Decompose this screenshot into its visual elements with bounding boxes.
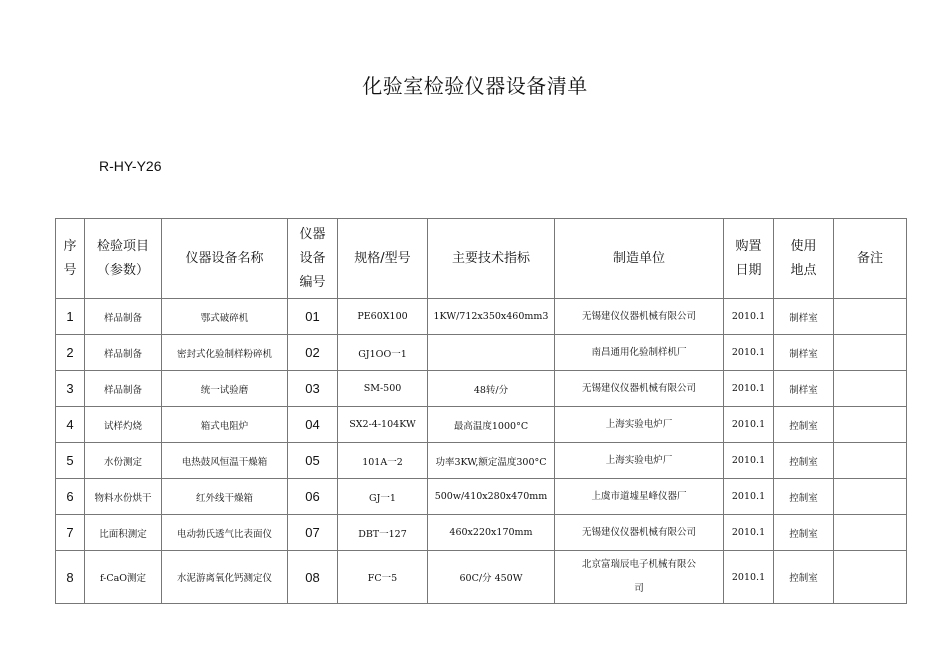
cell-code: 01 — [288, 299, 338, 335]
cell-name: 密封式化验制样粉碎机 — [162, 335, 288, 371]
cell-code: 07 — [288, 515, 338, 551]
cell-seq: 3 — [56, 371, 85, 407]
header-place: 使用 地点 — [774, 219, 834, 299]
cell-maker: 无锡建仪仪器机械有限公司 — [555, 515, 724, 551]
table-row — [56, 335, 907, 371]
cell-date: 2010.1 — [724, 407, 774, 443]
table-row — [56, 407, 907, 443]
cell-name: 红外线干燥箱 — [162, 479, 288, 515]
table-row — [56, 443, 907, 479]
cell-maker: 无锡建仪仪器机械有限公司 — [555, 371, 724, 407]
cell-seq: 2 — [56, 335, 85, 371]
cell-place: 控制室 — [774, 443, 834, 479]
cell-item: 水份测定 — [85, 443, 162, 479]
cell-spec: PE60X100 — [338, 299, 428, 335]
cell-place: 控制室 — [774, 407, 834, 443]
table-row — [56, 299, 907, 335]
cell-code: 05 — [288, 443, 338, 479]
cell-remark — [834, 479, 907, 515]
cell-item: 样品制备 — [85, 371, 162, 407]
cell-spec: GJ1OO一1 — [338, 335, 428, 371]
cell-remark — [834, 407, 907, 443]
cell-date: 2010.1 — [724, 443, 774, 479]
cell-place: 控制室 — [774, 551, 834, 604]
cell-name: 水泥游离氧化钙测定仪 — [162, 551, 288, 604]
header-item: 检验项目 （参数） — [85, 219, 162, 299]
document-number: R-HY-Y26 — [99, 158, 162, 174]
cell-maker: 南昌通用化验制样机厂 — [555, 335, 724, 371]
cell-place: 制样室 — [774, 299, 834, 335]
cell-name: 电动勃氏透气比表面仪 — [162, 515, 288, 551]
cell-code: 06 — [288, 479, 338, 515]
cell-seq: 7 — [56, 515, 85, 551]
cell-spec: 101A一2 — [338, 443, 428, 479]
cell-spec: GJ一1 — [338, 479, 428, 515]
cell-tech: 500w/410x280x470mm — [428, 479, 555, 515]
table-row — [56, 551, 907, 604]
header-maker: 制造单位 — [555, 219, 724, 299]
cell-code: 02 — [288, 335, 338, 371]
cell-tech: 48转/分 — [428, 371, 555, 407]
cell-item: 样品制备 — [85, 299, 162, 335]
cell-tech: 1KW/712x350x460mm3 — [428, 299, 555, 335]
cell-item: 物料水份烘干 — [85, 479, 162, 515]
cell-name: 统一试验磨 — [162, 371, 288, 407]
cell-code: 03 — [288, 371, 338, 407]
cell-place: 制样室 — [774, 335, 834, 371]
header-tech: 主要技术指标 — [428, 219, 555, 299]
cell-spec: FC一5 — [338, 551, 428, 604]
cell-spec: SM-500 — [338, 371, 428, 407]
cell-maker: 上虞市道墟星峰仪器厂 — [555, 479, 724, 515]
cell-date: 2010.1 — [724, 371, 774, 407]
cell-tech: 60C/分 450W — [428, 551, 555, 604]
header-spec: 规格/型号 — [338, 219, 428, 299]
cell-seq: 4 — [56, 407, 85, 443]
cell-seq: 8 — [56, 551, 85, 604]
cell-place: 控制室 — [774, 479, 834, 515]
cell-place: 控制室 — [774, 515, 834, 551]
cell-remark — [834, 515, 907, 551]
cell-tech: 460x220x170mm — [428, 515, 555, 551]
cell-maker: 无锡建仪仪器机械有限公司 — [555, 299, 724, 335]
cell-code: 08 — [288, 551, 338, 604]
cell-date: 2010.1 — [724, 515, 774, 551]
cell-maker: 上海实验电炉厂 — [555, 443, 724, 479]
table-row — [56, 479, 907, 515]
cell-date: 2010.1 — [724, 299, 774, 335]
cell-date: 2010.1 — [724, 551, 774, 604]
cell-item: 样品制备 — [85, 335, 162, 371]
table-row — [56, 515, 907, 551]
cell-code: 04 — [288, 407, 338, 443]
cell-remark — [834, 335, 907, 371]
cell-name: 鄂式破碎机 — [162, 299, 288, 335]
cell-item: f-CaO测定 — [85, 551, 162, 604]
cell-remark — [834, 299, 907, 335]
cell-remark — [834, 551, 907, 604]
header-remark: 备注 — [834, 219, 907, 299]
cell-maker: 北京富瑞辰电子机械有限公 司 — [555, 551, 724, 604]
cell-date: 2010.1 — [724, 479, 774, 515]
table-header-row — [56, 219, 907, 299]
cell-spec: SX2-4-104KW — [338, 407, 428, 443]
cell-name: 电热鼓风恒温干燥箱 — [162, 443, 288, 479]
header-seq: 序 号 — [56, 219, 85, 299]
equipment-table — [55, 218, 907, 604]
header-name: 仪器设备名称 — [162, 219, 288, 299]
document-title: 化验室检验仪器设备清单 — [362, 74, 588, 98]
cell-remark — [834, 371, 907, 407]
header-date: 购置 日期 — [724, 219, 774, 299]
cell-item: 试样灼烧 — [85, 407, 162, 443]
cell-spec: DBT一127 — [338, 515, 428, 551]
cell-place: 制样室 — [774, 371, 834, 407]
cell-item: 比面积测定 — [85, 515, 162, 551]
cell-seq: 5 — [56, 443, 85, 479]
cell-maker: 上海实验电炉厂 — [555, 407, 724, 443]
cell-seq: 1 — [56, 299, 85, 335]
cell-tech: 最高温度1000°C — [428, 407, 555, 443]
cell-date: 2010.1 — [724, 335, 774, 371]
cell-tech — [428, 335, 555, 371]
cell-tech: 功率3KW,额定温度300°C — [428, 443, 555, 479]
header-code: 仪器 设备 编号 — [288, 219, 338, 299]
cell-name: 箱式电阻炉 — [162, 407, 288, 443]
cell-remark — [834, 443, 907, 479]
cell-seq: 6 — [56, 479, 85, 515]
table-row — [56, 371, 907, 407]
